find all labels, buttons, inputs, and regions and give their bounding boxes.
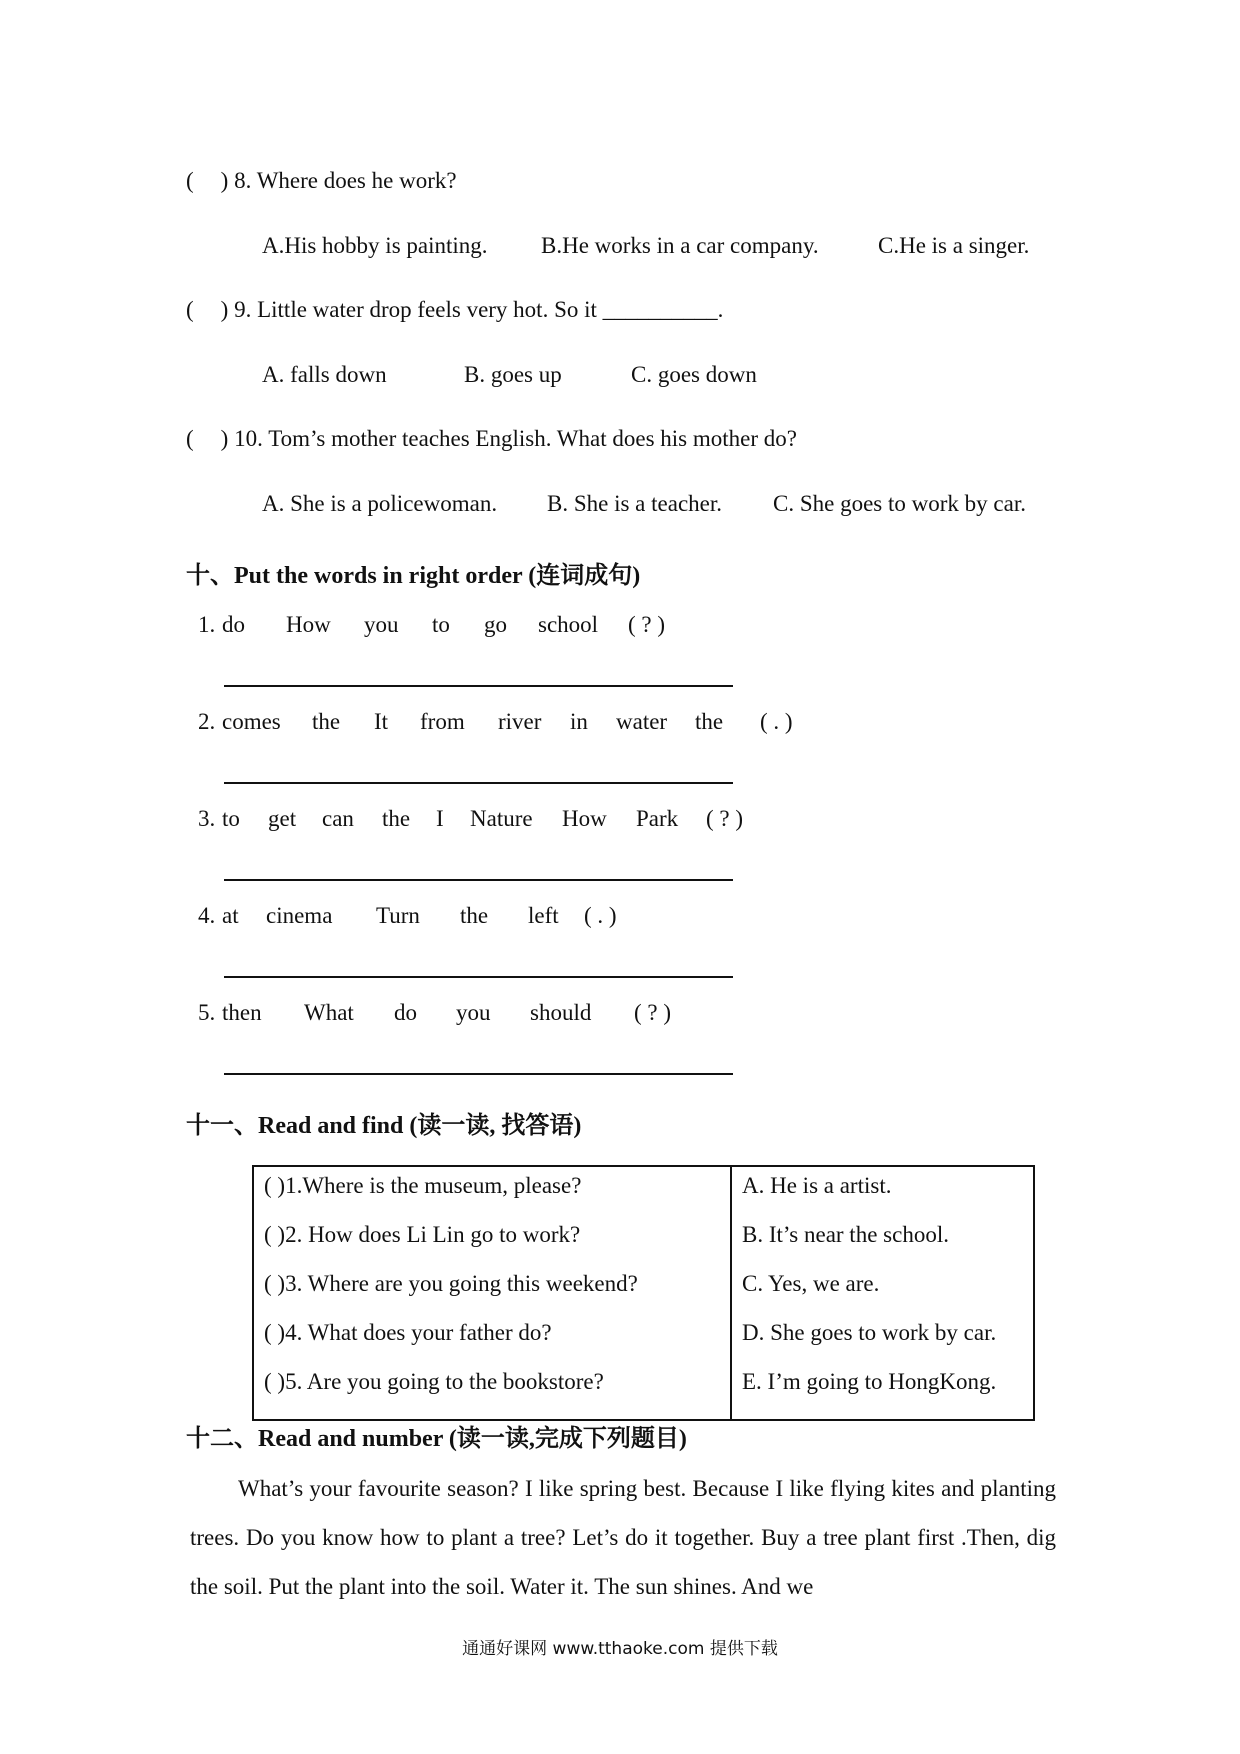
word: do [394, 1000, 417, 1025]
question-text: Where does he work? [256, 168, 457, 193]
answer-line[interactable] [224, 782, 733, 784]
word: the [312, 709, 341, 734]
word: to [222, 806, 240, 831]
match-question: ( )3. Where are you going this weekend? [264, 1271, 638, 1296]
word: comes [222, 709, 281, 734]
word: ( ? ) [706, 806, 744, 831]
match-answer: B. It’s near the school. [742, 1222, 949, 1247]
match-question: ( )5. Are you going to the bookstore? [264, 1369, 604, 1394]
question-text: Tom’s mother teaches English. What does his mother do? [268, 426, 797, 451]
match-answer: D. She goes to work by car. [742, 1320, 997, 1345]
word: the [382, 806, 411, 831]
word: should [530, 1000, 592, 1025]
word: ( . ) [760, 709, 793, 734]
match-question: ( )1.Where is the museum, please? [264, 1173, 582, 1198]
option-c: C. She goes to work by car. [773, 491, 1026, 516]
word: from [420, 709, 465, 734]
word: school [538, 612, 599, 637]
match-answer: C. Yes, we are. [742, 1271, 880, 1296]
item-number: 3. [198, 806, 216, 831]
section-12-title: 十二、Read and number (读一读,完成下列题目) [186, 1426, 687, 1452]
question-text: Little water drop feels very hot. So it __________. [257, 297, 724, 322]
question-number: ) 10. [220, 426, 263, 451]
questions-column [253, 1166, 731, 1420]
word: go [484, 612, 507, 637]
word: in [570, 709, 588, 734]
match-answer: A. He is a artist. [742, 1173, 892, 1198]
answers-column [731, 1166, 1034, 1420]
match-question: ( )2. How does Li Lin go to work? [264, 1222, 581, 1247]
answer-line[interactable] [224, 685, 733, 687]
option-b: B. She is a teacher. [547, 491, 723, 516]
word: ( . ) [584, 903, 617, 928]
word: can [322, 806, 354, 831]
match-answer: E. I’m going to HongKong. [742, 1369, 997, 1394]
word: you [364, 612, 399, 637]
answer-line[interactable] [224, 1073, 733, 1075]
item-number: 1. [198, 612, 216, 637]
answer-paren: ( [186, 297, 194, 322]
word: I [436, 806, 444, 831]
word: ( ? ) [634, 1000, 672, 1025]
section-10-title: 十、Put the words in right order (连词成句) [186, 563, 641, 589]
word: cinema [266, 903, 333, 928]
answer-line[interactable] [224, 976, 733, 978]
section-11-title: 十一、Read and find (读一读, 找答语) [186, 1113, 582, 1139]
word: the [460, 903, 489, 928]
option-a: A. falls down [262, 362, 387, 387]
option-b: B. goes up [464, 362, 562, 387]
word: Park [636, 806, 679, 831]
word: left [528, 903, 559, 928]
word: get [268, 806, 297, 831]
word: river [498, 709, 542, 734]
question-number: ) 8. [220, 168, 252, 193]
reading-passage [190, 1464, 1056, 1611]
option-b: B.He works in a car company. [541, 233, 819, 258]
answer-line[interactable] [224, 879, 733, 881]
question-9 [186, 297, 723, 323]
word: then [222, 1000, 262, 1025]
option-c: C. goes down [631, 362, 757, 387]
word: Nature [470, 806, 533, 831]
word: How [286, 612, 331, 637]
word: water [616, 709, 668, 734]
word: How [562, 806, 607, 831]
option-a: A.His hobby is painting. [262, 233, 488, 258]
word: It [374, 709, 389, 734]
option-c: C.He is a singer. [878, 233, 1030, 258]
answer-paren: ( [186, 426, 194, 451]
word: at [222, 903, 239, 928]
word: do [222, 612, 245, 637]
passage-text: What’s your favourite season? I like spring best. Because I like flying kites and planting trees. Do you know how to plant a tree? Let’s do it together. Buy a tree plant first .Then, dig the soil. Put the plant into the soil. Water it. The sun shines. And we [190, 1476, 1056, 1599]
answer-paren: ( [186, 168, 194, 193]
word: you [456, 1000, 491, 1025]
word: ( ? ) [628, 612, 666, 637]
item-number: 4. [198, 903, 216, 928]
word: Turn [376, 903, 420, 928]
question-10 [186, 426, 797, 452]
word: What [304, 1000, 354, 1025]
item-number: 5. [198, 1000, 216, 1025]
word: the [695, 709, 724, 734]
page-footer: 通通好课网 www.tthaoke.com 提供下载 [462, 1639, 778, 1659]
match-question: ( )4. What does your father do? [264, 1320, 552, 1345]
read-and-find-table [252, 1165, 1035, 1421]
item-number: 2. [198, 709, 216, 734]
option-a: A. She is a policewoman. [262, 491, 498, 516]
question-number: ) 9. [220, 297, 252, 322]
question-8 [186, 168, 457, 194]
word: to [432, 612, 450, 637]
